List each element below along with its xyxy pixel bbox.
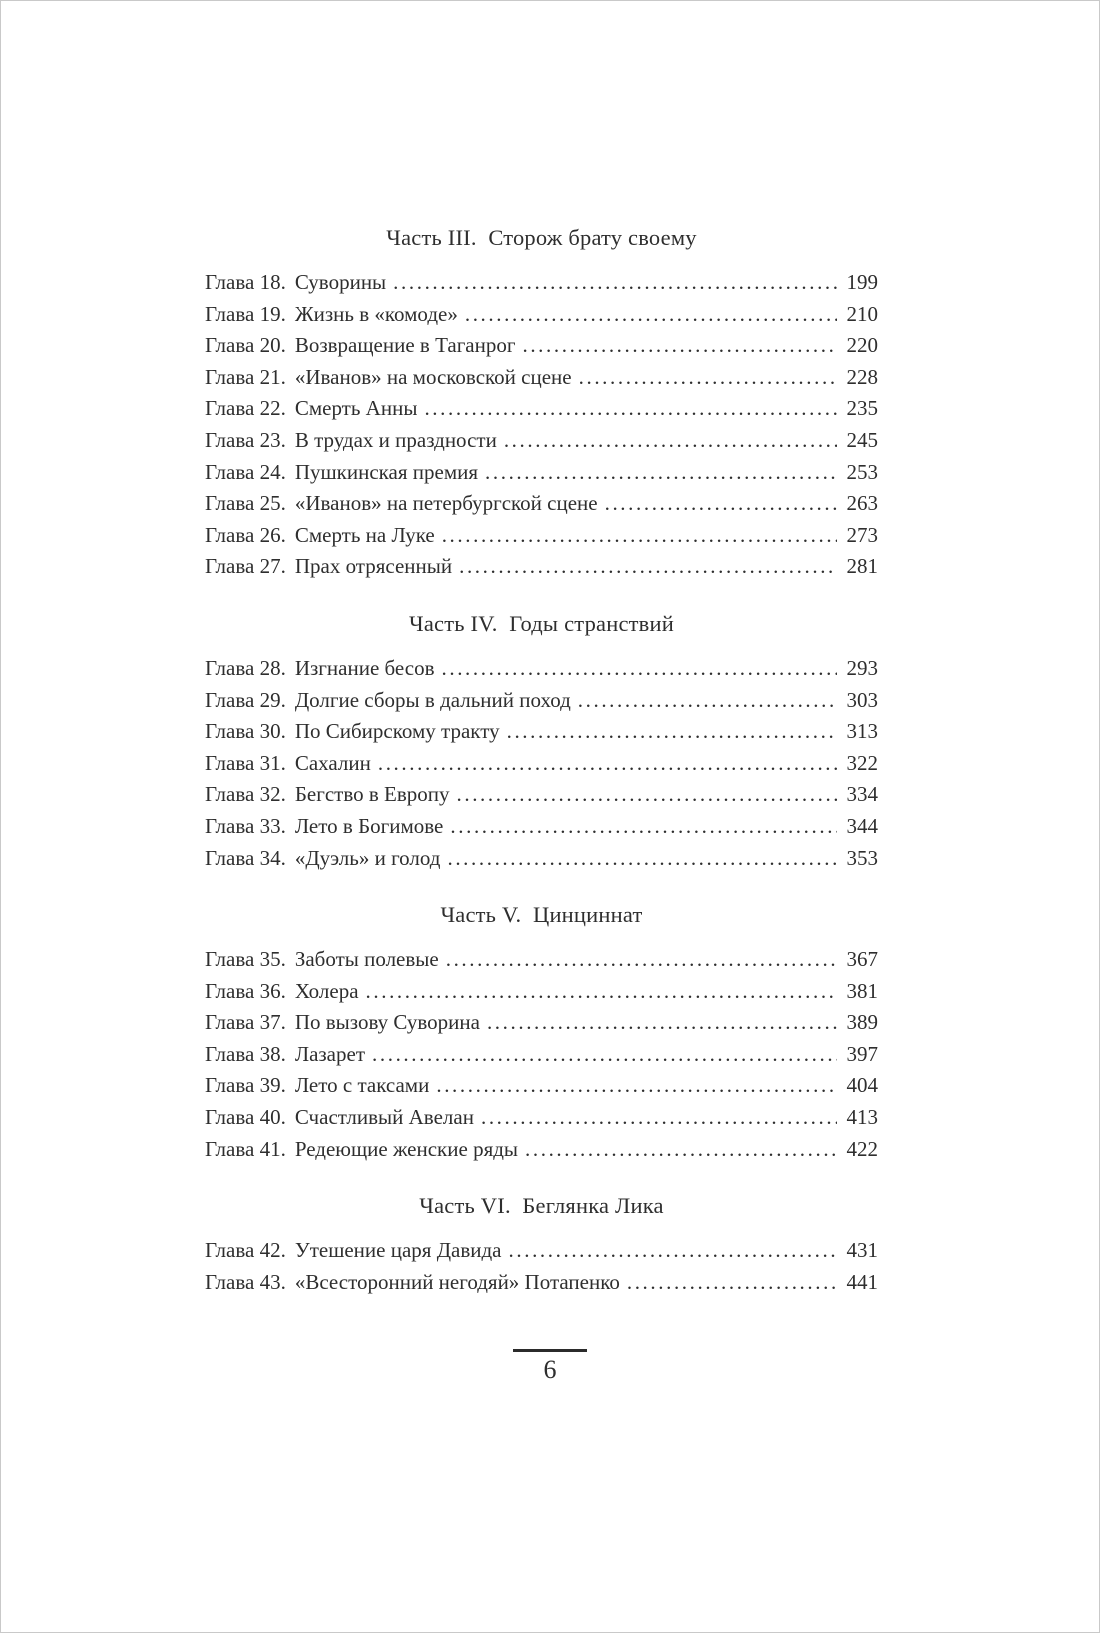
toc-row	[205, 488, 878, 520]
dot-leader	[579, 362, 837, 394]
toc-row	[205, 1235, 878, 1267]
toc-row	[205, 551, 878, 583]
chapter-title: Счастливый Авелан	[294, 1105, 474, 1130]
chapter-title: По Сибирскому тракту	[294, 719, 500, 744]
dot-leader	[459, 551, 837, 583]
chapter-label: Глава 25.	[205, 491, 286, 516]
page-footer	[1, 1349, 1099, 1385]
dot-leader	[436, 1070, 837, 1102]
chapter-label: Глава 43.	[205, 1269, 286, 1294]
page-number: 6	[543, 1354, 557, 1384]
chapter-title: Прах отрясенный	[294, 554, 453, 579]
page-ref: 199	[846, 270, 878, 294]
chapter-label: Глава 35.	[205, 947, 286, 972]
footer-rule	[513, 1349, 587, 1352]
page-ref: 210	[846, 301, 878, 326]
dot-leader	[442, 653, 838, 685]
toc-row	[205, 944, 878, 976]
toc-row	[205, 653, 878, 685]
page-ref: 334	[846, 782, 878, 807]
toc-row	[205, 1039, 878, 1071]
chapter-label: Глава 40.	[205, 1105, 286, 1130]
page-ref: 245	[846, 427, 878, 452]
section-heading: Часть IV. Годы странствий	[409, 610, 674, 636]
page-ref: 353	[846, 845, 878, 870]
table-of-contents	[205, 1, 878, 1298]
toc-section	[205, 222, 878, 583]
toc-row	[205, 425, 878, 457]
toc-row	[205, 748, 878, 780]
toc-row	[205, 685, 878, 717]
dot-leader	[487, 1007, 837, 1039]
chapter-label: Глава 38.	[205, 1041, 286, 1066]
page-ref: 220	[846, 333, 878, 358]
chapter-label: Глава 41.	[205, 1136, 286, 1161]
chapter-label: Глава 36.	[205, 978, 286, 1003]
dot-leader	[372, 1039, 837, 1071]
page-ref: 431	[846, 1238, 878, 1263]
toc-row	[205, 457, 878, 489]
chapter-title: «Дуэль» и голод	[294, 845, 441, 870]
page-ref: 228	[846, 364, 878, 389]
page-ref: 303	[846, 687, 878, 712]
chapter-label: Глава 34.	[205, 845, 286, 870]
page-ref: 281	[846, 554, 878, 579]
chapter-label: Глава 26.	[205, 522, 286, 547]
toc-row	[205, 1134, 878, 1166]
chapter-title: Утешение царя Давида	[294, 1238, 502, 1263]
chapter-label: Глава 20.	[205, 333, 286, 358]
dot-leader	[450, 811, 837, 843]
page-ref: 293	[846, 655, 878, 680]
chapter-title: Смерть Анны	[294, 396, 418, 421]
toc-rows	[205, 267, 878, 583]
toc-row	[205, 393, 878, 425]
toc-section	[205, 899, 878, 1165]
page-ref: 344	[846, 813, 878, 838]
chapter-label: Глава 24.	[205, 459, 286, 484]
dot-leader	[504, 425, 837, 457]
page-ref: 367	[846, 947, 878, 972]
toc-row	[205, 1070, 878, 1102]
chapter-title: Долгие сборы в дальний поход	[294, 687, 571, 712]
chapter-label: Глава 37.	[205, 1010, 286, 1035]
toc-row	[205, 520, 878, 552]
dot-leader	[605, 488, 837, 520]
chapter-label: Глава 29.	[205, 687, 286, 712]
chapter-label: Глава 42.	[205, 1238, 286, 1263]
section-heading: Часть VI. Беглянка Лика	[419, 1193, 664, 1219]
toc-row	[205, 362, 878, 394]
page-ref: 422	[846, 1136, 878, 1161]
chapter-title: Бегство в Европу	[294, 782, 450, 807]
toc-rows	[205, 944, 878, 1165]
dot-leader	[378, 748, 837, 780]
toc-row	[205, 267, 878, 299]
toc-row	[205, 716, 878, 748]
chapter-label: Глава 39.	[205, 1073, 286, 1098]
chapter-label: Глава 19.	[205, 301, 286, 326]
dot-leader	[465, 299, 837, 331]
chapter-label: Глава 28.	[205, 655, 286, 680]
toc-row	[205, 1102, 878, 1134]
dot-leader	[627, 1267, 837, 1299]
toc-rows	[205, 653, 878, 874]
dot-leader	[578, 685, 837, 717]
dot-leader	[507, 716, 837, 748]
chapter-label: Глава 21.	[205, 364, 286, 389]
dot-leader	[525, 1134, 837, 1166]
page-ref: 404	[846, 1073, 878, 1098]
chapter-title: Редеющие женские ряды	[294, 1136, 519, 1161]
chapter-title: В трудах и праздности	[294, 427, 497, 452]
dot-leader	[393, 267, 837, 299]
dot-leader	[424, 393, 837, 425]
page-ref: 397	[846, 1041, 878, 1066]
page-ref: 413	[846, 1105, 878, 1130]
section-heading: Часть III. Сторож брату своему	[386, 225, 697, 250]
page-ref: 235	[846, 396, 878, 421]
chapter-label: Глава 33.	[205, 813, 286, 838]
chapter-title: Суворины	[294, 270, 387, 294]
toc-row	[205, 1007, 878, 1039]
chapter-label: Глава 31.	[205, 750, 286, 775]
chapter-label: Глава 32.	[205, 782, 286, 807]
dot-leader	[447, 843, 837, 875]
chapter-title: По вызову Суворина	[294, 1010, 480, 1035]
toc-row	[205, 843, 878, 875]
toc-section	[205, 608, 878, 874]
page-ref: 313	[846, 719, 878, 744]
chapter-title: Жизнь в «комоде»	[294, 301, 458, 326]
page-ref: 389	[846, 1010, 878, 1035]
chapter-label: Глава 18.	[205, 270, 286, 294]
chapter-label: Глава 22.	[205, 396, 286, 421]
dot-leader	[446, 944, 837, 976]
chapter-title: Холера	[294, 978, 359, 1003]
chapter-title: «Иванов» на петербургской сцене	[294, 491, 598, 516]
page-ref: 253	[846, 459, 878, 484]
toc-section	[205, 1190, 878, 1298]
dot-leader	[481, 1102, 837, 1134]
chapter-title: Лазарет	[294, 1041, 366, 1066]
chapter-title: Возвращение в Таганрог	[294, 333, 516, 358]
chapter-title: Изгнание бесов	[294, 655, 435, 680]
toc-row	[205, 779, 878, 811]
chapter-title: Лето с таксами	[294, 1073, 430, 1098]
dot-leader	[457, 779, 838, 811]
toc-row	[205, 811, 878, 843]
chapter-title: Лето в Богимове	[294, 813, 444, 838]
chapter-title: Смерть на Луке	[294, 522, 435, 547]
section-heading: Часть V. Цинциннат	[440, 902, 643, 928]
page-ref: 441	[846, 1269, 878, 1294]
page-ref: 273	[846, 522, 878, 547]
dot-leader	[522, 330, 837, 362]
chapter-title: Заботы полевые	[294, 947, 439, 972]
chapter-title: «Иванов» на московской сцене	[294, 364, 572, 389]
page-ref: 322	[846, 750, 878, 775]
chapter-label: Глава 23.	[205, 427, 286, 452]
chapter-title: Сахалин	[294, 750, 371, 775]
dot-leader	[509, 1235, 837, 1267]
chapter-label: Глава 27.	[205, 554, 286, 579]
page-ref: 263	[846, 491, 878, 516]
toc-rows	[205, 1235, 878, 1298]
toc-row	[205, 976, 878, 1008]
toc-row	[205, 1267, 878, 1299]
dot-leader	[442, 520, 837, 552]
toc-row	[205, 299, 878, 331]
chapter-title: «Всесторонний негодяй» Потапенко	[294, 1269, 620, 1294]
page-ref: 381	[846, 978, 878, 1003]
dot-leader	[485, 457, 837, 489]
dot-leader	[366, 976, 837, 1008]
chapter-label: Глава 30.	[205, 719, 286, 744]
toc-row	[205, 330, 878, 362]
chapter-title: Пушкинская премия	[294, 459, 479, 484]
